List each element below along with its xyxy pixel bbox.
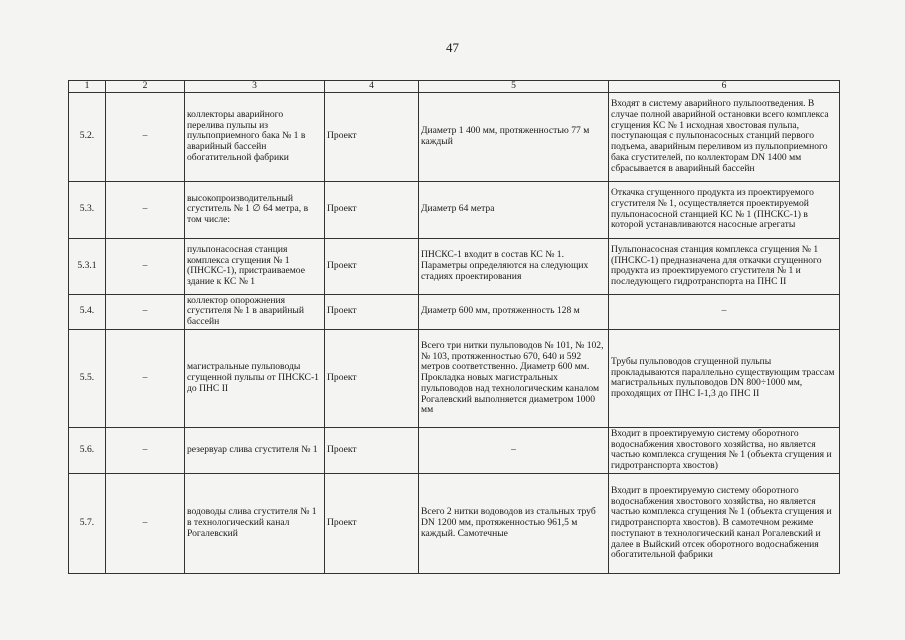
row-status: Проект <box>325 238 419 294</box>
row-parameters: ПНСКС-1 входит в состав КС № 1. Параметры определяются на следующих стадиях проектирования <box>419 238 609 294</box>
row-parameters: Всего три нитки пульповодов № 101, № 102, № 103, протяженностью 670, 640 и 592 метров соответственно. Диаметр 600 мм. Прокладка новых магистральных пульповодов над технологическим каналом Рогалевский выполняется диаметром 1000 мм <box>419 329 609 427</box>
row-status: Проект <box>325 427 419 473</box>
row-object: резервуар слива сгустителя № 1 <box>185 427 325 473</box>
row-number: 5.7. <box>69 473 106 573</box>
row-object: пульпонасосная станция комплекса сгущения № 1 (ПНСКС-1), пристраиваемое здание к КС № 1 <box>185 238 325 294</box>
row-number: 5.3.1 <box>69 238 106 294</box>
row-col-2: – <box>106 329 185 427</box>
row-description: Трубы пульповодов сгущенной пульпы прокладываются параллельно существующим трассам магистральных пульповодов DN 800÷1000 мм, проходящих от ПНС I-1,3 до ПНС II <box>609 329 840 427</box>
row-parameters: Диаметр 600 мм, протяженность 128 м <box>419 294 609 329</box>
row-parameters: Всего 2 нитки водоводов из стальных труб DN 1200 мм, протяженностью 961,5 м каждый. Самотечные <box>419 473 609 573</box>
page-number: 47 <box>446 40 459 55</box>
row-description: – <box>609 294 840 329</box>
specification-table <box>68 80 840 574</box>
header-col-6: 6 <box>609 81 840 93</box>
row-status: Проект <box>325 473 419 573</box>
row-status: Проект <box>325 329 419 427</box>
row-number: 5.2. <box>69 92 106 181</box>
header-col-3: 3 <box>185 81 325 93</box>
row-object: высокопроизводительный сгуститель № 1 ∅ 64 метра, в том числе: <box>185 181 325 238</box>
table-row <box>69 427 840 473</box>
row-col-2: – <box>106 294 185 329</box>
header-col-5: 5 <box>419 81 609 93</box>
table-row <box>69 294 840 329</box>
row-description: Пульпонасосная станция комплекса сгущения № 1 (ПНСКС-1) предназначена для откачки сгущенного продукта из проектируемого сгустителя № 1 и последующего гидротранспорта на ПНС II <box>609 238 840 294</box>
row-col-2: – <box>106 238 185 294</box>
row-description: Откачка сгущенного продукта из проектируемого сгустителя № 1, осуществляется проектируемой пульпонасосной станцией КС № 1 (ПНСКС-1) в которой устанавливаются насосные агрегаты <box>609 181 840 238</box>
row-number: 5.4. <box>69 294 106 329</box>
table-row <box>69 238 840 294</box>
row-col-2: – <box>106 92 185 181</box>
row-col-2: – <box>106 181 185 238</box>
row-status: Проект <box>325 92 419 181</box>
table-row <box>69 181 840 238</box>
header-row <box>69 81 840 93</box>
row-number: 5.3. <box>69 181 106 238</box>
header-col-2: 2 <box>106 81 185 93</box>
row-object: водоводы слива сгустителя № 1 в технологический канал Рогалевский <box>185 473 325 573</box>
table-row <box>69 329 840 427</box>
row-status: Проект <box>325 181 419 238</box>
row-object: магистральные пульповоды сгущенной пульпы от ПНСКС-1 до ПНС II <box>185 329 325 427</box>
row-parameters: Диаметр 64 метра <box>419 181 609 238</box>
row-description: Входит в проектируемую систему оборотного водоснабжения хвостового хозяйства, но является частью комплекса сгущения № 1 (объекта сгущения и гидротранспорта хвостов) <box>609 427 840 473</box>
row-parameters: – <box>419 427 609 473</box>
table-row <box>69 473 840 573</box>
row-parameters: Диаметр 1 400 мм, протяженностью 77 м каждый <box>419 92 609 181</box>
table-row <box>69 92 840 181</box>
row-description: Входит в проектируемую систему оборотного водоснабжения хвостового хозяйства, но является частью комплекса сгущения № 1 (объекта сгущения и гидротранспорта хвостов). В самотечном режиме поступают в технологический канал Рогалевский и далее в Выйский отсек оборотного водоснабжения обогатительной фабрики <box>609 473 840 573</box>
header-col-1: 1 <box>69 81 106 93</box>
row-number: 5.6. <box>69 427 106 473</box>
row-description: Входят в систему аварийного пульпоотведения. В случае полной аварийной остановки всего комплекса сгущения КС № 1 исходная хвостовая пульпа, поступающая с пульпонасосных станций первого подъема, аварийным переливом из пульпоприемного бака сгустителей, по коллекторам DN 1400 мм сбрасывается в аварийный бассейн <box>609 92 840 181</box>
row-status: Проект <box>325 294 419 329</box>
row-number: 5.5. <box>69 329 106 427</box>
row-object: коллектор опорожнения сгустителя № 1 в аварийный бассейн <box>185 294 325 329</box>
row-col-2: – <box>106 427 185 473</box>
row-col-2: – <box>106 473 185 573</box>
header-col-4: 4 <box>325 81 419 93</box>
row-object: коллекторы аварийного перелива пульпы из пульпоприемного бака № 1 в аварийный бассейн обогатительной фабрики <box>185 92 325 181</box>
